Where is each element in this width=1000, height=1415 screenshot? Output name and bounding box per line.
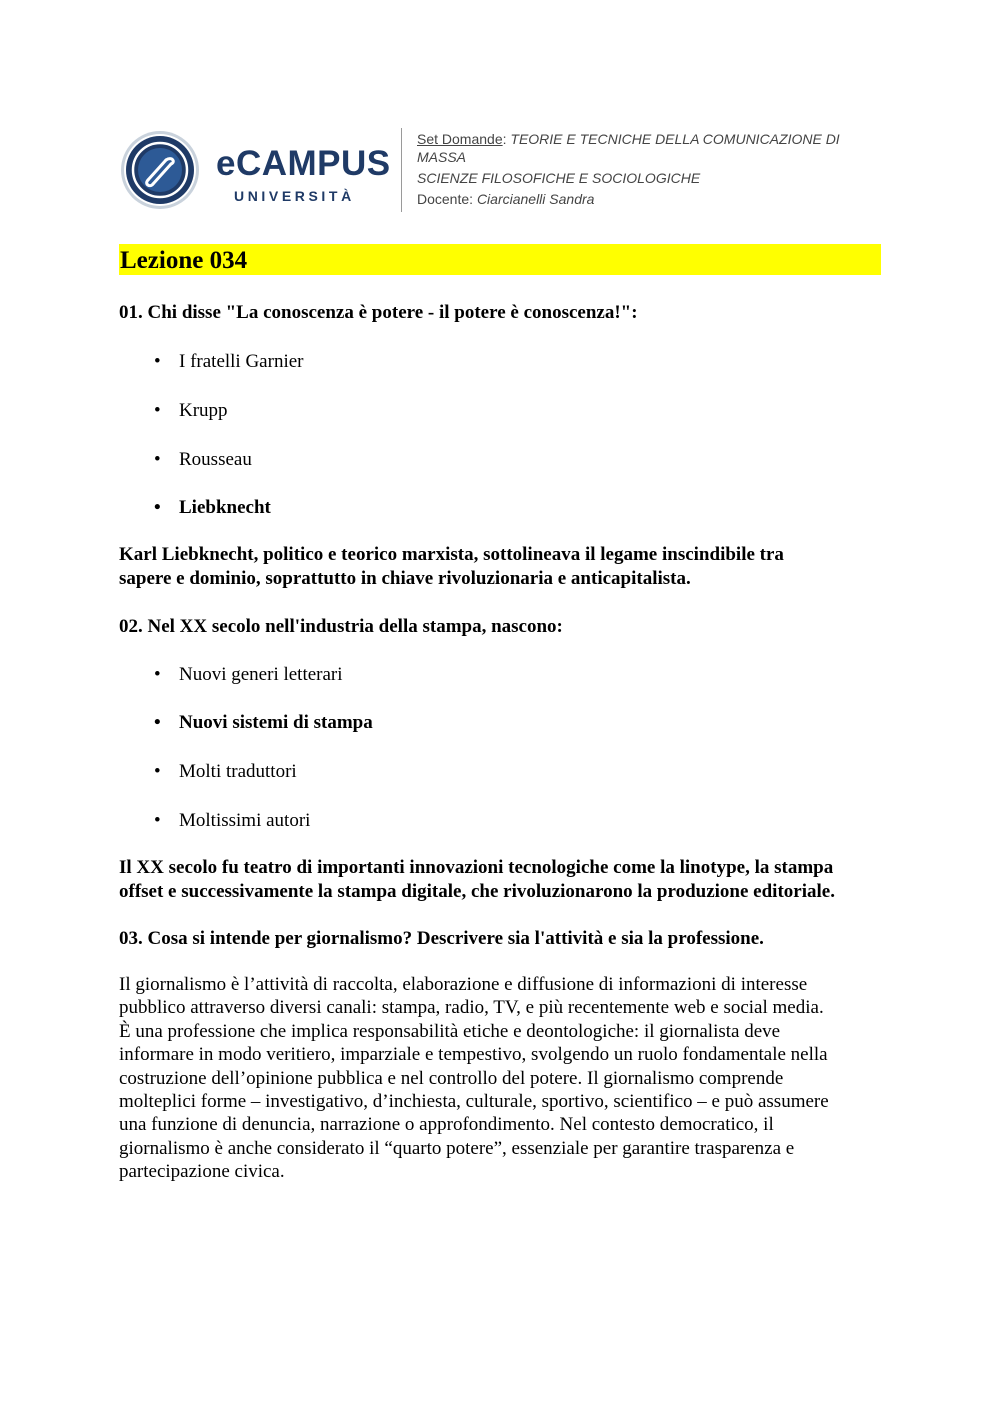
answer-line: Il giornalismo è l’attività di raccolta, elaborazione e diffusione di informazioni di interesse [119, 974, 808, 995]
option-item-correct [154, 711, 373, 735]
bullet-icon: • [154, 810, 161, 831]
set-title-line1: TEORIE E TECNICHE DELLA COMUNICAZIONE DI [510, 131, 840, 147]
question-03: 03. Cosa si intende per giornalismo? Descrivere sia l'attività e sia la professione. [119, 928, 764, 949]
bullet-icon: • [154, 712, 161, 733]
ecampus-seal-logo [120, 130, 200, 210]
set-label: Set Domande [417, 131, 503, 147]
answer-line: È una professione che implica responsabilità etiche e deontologiche: il giornalista deve [119, 1020, 781, 1042]
answer-line: molteplici forme – investigativo, d’inchiesta, culturale, sportivo, scientifico – e può assumere [119, 1091, 829, 1113]
docente-row [417, 190, 887, 208]
lesson-title: Lezione 034 [120, 247, 248, 274]
bullet-icon: • [154, 400, 161, 421]
question-01: 01. Chi disse "La conoscenza è potere - il potere è conoscenza!": [119, 302, 638, 323]
logo-brand: eCAMPUS [216, 144, 391, 183]
answer-line: giornalismo è anche considerato il “quarto potere”, essenziale per garantire trasparenza e [119, 1137, 795, 1159]
answer-line: una funzione di denuncia, narrazione o approfondimento. Nel contesto democratico, il [119, 1114, 774, 1136]
bullet-icon: • [154, 351, 161, 372]
explanation-line: offset e successivamente la stampa digitale, che rivoluzionarono la produzione editoriale. [119, 881, 835, 902]
logo-subtitle: UNIVERSITÀ [234, 188, 355, 204]
answer-line: pubblico attraverso diversi canali: stampa, radio, TV, e più recentemente web e social media. [119, 997, 824, 1019]
answer-line: partecipazione civica. [119, 1161, 285, 1183]
docente-label: Docente: [417, 191, 474, 207]
answer-line: informare in modo veritiero, imparziale e tempestivo, svolgendo un ruolo fondamentale nella [119, 1044, 828, 1066]
option-item [154, 663, 343, 687]
bullet-icon: • [154, 497, 161, 518]
faculty: SCIENZE FILOSOFICHE E SOCIOLOGICHE [417, 170, 701, 186]
question-02: 02. Nel XX secolo nell'industria della stampa, nascono: [119, 616, 563, 637]
option-item [154, 448, 252, 472]
option-label: Nuovi sistemi di stampa [179, 712, 373, 733]
option-item [154, 350, 303, 374]
set-title-line2: MASSA [417, 149, 467, 165]
explanation-02 [119, 856, 889, 904]
option-item-correct [154, 496, 271, 520]
ecampus-wordmark [216, 146, 391, 216]
option-label: Liebknecht [179, 497, 271, 518]
explanation-line: Karl Liebknecht, politico e teorico marxista, sottolineava il legame inscindibile tra [119, 544, 784, 565]
option-label: Molti traduttori [179, 761, 297, 782]
bullet-icon: • [154, 761, 161, 782]
option-label: Moltissimi autori [179, 810, 311, 831]
set-info [417, 130, 887, 211]
option-item [154, 760, 297, 784]
answer-03 [119, 973, 889, 1184]
document-header [120, 128, 880, 218]
option-item [154, 809, 310, 833]
option-label: I fratelli Garnier [179, 351, 304, 372]
option-label: Rousseau [179, 449, 252, 470]
answer-line: costruzione dell’opinione pubblica e nel controllo del potere. Il giornalismo comprende [119, 1067, 784, 1089]
explanation-01 [119, 543, 889, 591]
docente-name: Ciarcianelli Sandra [476, 191, 595, 207]
explanation-line: sapere e dominio, soprattutto in chiave rivoluzionaria e anticapitalista. [119, 568, 691, 589]
header-divider [401, 128, 402, 212]
set-colon: : [502, 131, 511, 147]
option-label: Krupp [179, 400, 228, 421]
option-label: Nuovi generi letterari [179, 664, 343, 685]
lesson-title-highlight [119, 244, 881, 275]
bullet-icon: • [154, 664, 161, 685]
set-title-row [417, 130, 887, 166]
option-item [154, 399, 228, 423]
explanation-line: Il XX secolo fu teatro di importanti innovazioni tecnologiche come la linotype, la stampa [119, 857, 834, 878]
bullet-icon: • [154, 449, 161, 470]
